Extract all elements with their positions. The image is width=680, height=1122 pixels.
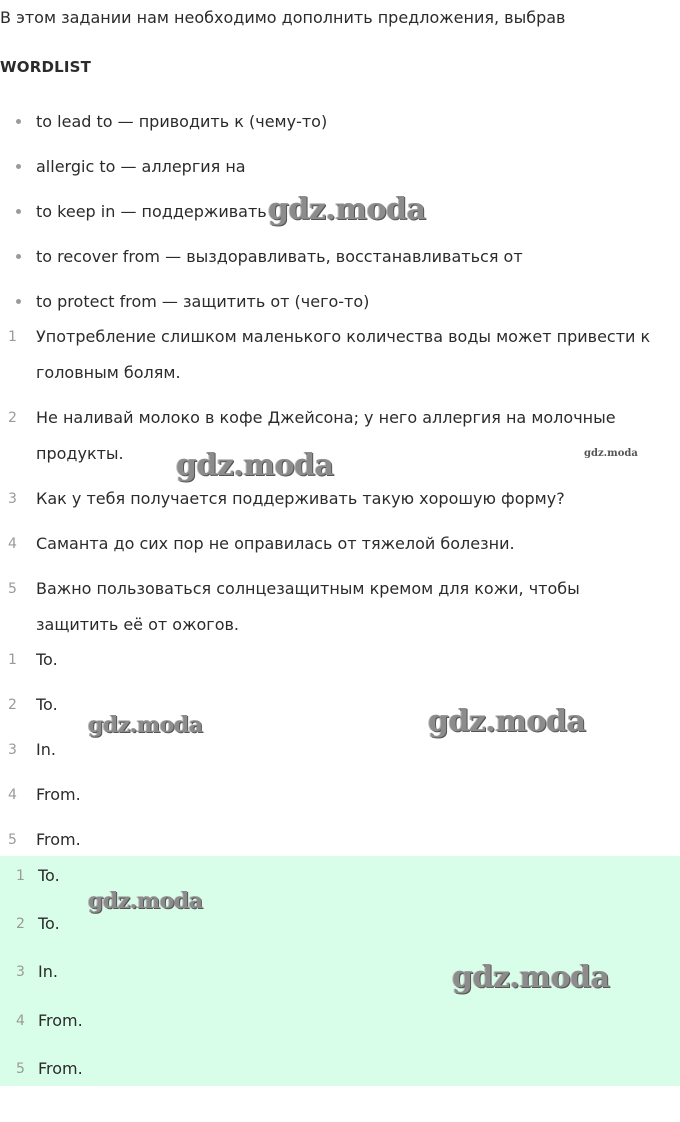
wordlist-item-text: allergic to — аллергия на [36,157,246,176]
watermark: gdz.moda [88,712,203,738]
wordlist-heading: WORDLIST [0,58,92,76]
item-number: 5 [16,1061,25,1077]
item-number: 1 [16,868,25,884]
item-number: 1 [8,329,17,345]
item-number: 5 [8,832,17,848]
watermark: gdz.moda [584,448,638,459]
bullet-icon [16,164,21,169]
bullet-icon [16,254,21,259]
watermark: gdz.moda [452,960,610,995]
item-number: 3 [8,491,17,507]
item-number: 3 [8,742,17,758]
item-number: 3 [16,964,25,980]
wordlist-item-text: to protect from — защитить от (чего-то) [36,292,370,311]
answer-text: From. [36,830,81,849]
final-answer-text: From. [38,1011,83,1030]
final-answer-text: To. [38,914,60,933]
answer-text: In. [36,740,56,759]
translation-text: Важно пользоваться солнцезащитным кремом для кожи, чтобы защитить её от ожогов. [36,579,580,634]
item-number: 4 [8,536,17,552]
item-number: 1 [8,652,17,668]
item-number: 2 [8,697,17,713]
intro-text: В этом задании нам необходимо дополнить предложения, выбрав [0,8,566,27]
answer-text: To. [36,695,58,714]
item-number: 4 [8,787,17,803]
bullet-icon [16,209,21,214]
item-number: 2 [16,916,25,932]
bullet-icon [16,299,21,304]
answer-text: From. [36,785,81,804]
final-answer-text: From. [38,1059,83,1078]
watermark: gdz.moda [428,704,586,739]
answer-text: To. [36,650,58,669]
wordlist-item-text: to keep in — поддерживать [36,202,267,221]
watermark: gdz.moda [268,192,426,227]
bullet-icon [16,119,21,124]
item-number: 4 [16,1013,25,1029]
item-number: 2 [8,410,17,426]
final-answer-text: To. [38,866,60,885]
final-answer-text: In. [38,962,58,981]
watermark: gdz.moda [176,448,334,483]
watermark: gdz.moda [88,888,203,914]
item-number: 5 [8,581,17,597]
translation-text: Не наливай молоко в кофе Джейсона; у него аллергия на молочные продукты. [36,408,616,463]
wordlist-item-text: to recover from — выздоравливать, восстанавливаться от [36,247,523,266]
translation-text: Саманта до сих пор не оправилась от тяжелой болезни. [36,534,515,553]
translation-text: Употребление слишком маленького количества воды может привести к головным болям. [36,327,651,382]
translation-text: Как у тебя получается поддерживать такую хорошую форму? [36,489,565,508]
wordlist-item-text: to lead to — приводить к (чему-то) [36,112,328,131]
